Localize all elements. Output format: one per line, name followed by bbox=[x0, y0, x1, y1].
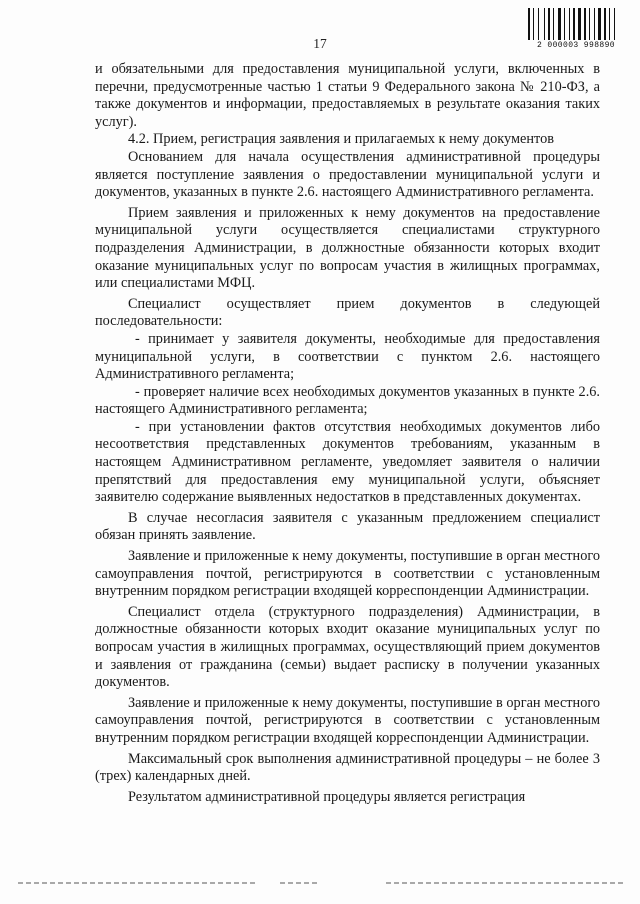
paragraph: Максимальный срок выполнения административной процедуры – не более 3 (трех) календарных дней. bbox=[95, 750, 600, 785]
barcode-digits: 2 000003 998890 bbox=[536, 41, 615, 50]
section-heading: 4.2. Прием, регистрация заявления и прилагаемых к нему документов bbox=[128, 131, 554, 148]
paragraph: В случае несогласия заявителя с указанным предложением специалист обязан принять заявление. bbox=[95, 509, 600, 544]
list-item: - принимает у заявителя документы, необходимые для предоставления муниципальной услуги, в соответствии с пунктом 2.6. настоящего Административного регламента; bbox=[95, 330, 600, 383]
paragraph: Прием заявления и приложенных к нему документов на предоставление муниципальной услуги осуществляется специалистами структурного подразделения Администрации, в должностные обязанности которых входит оказание муниципальных услуг по вопросам участия в жилищных программах, или специалистами МФЦ. bbox=[95, 204, 600, 292]
list-item: - при установлении фактов отсутствия необходимых документов либо несоответствия представленных документов требованиям, указанным в настоящем Административном регламенте, уведомляет заявителя о наличии препятствий для предоставления ему муниципальной услуги, объясняет заявителю содержание выявленных недостатков в представленных документах. bbox=[95, 418, 600, 506]
list-item: - проверяет наличие всех необходимых документов указанных в пункте 2.6. настоящего Административного регламента; bbox=[95, 383, 600, 418]
paragraph: Заявление и приложенные к нему документы, поступившие в орган местного самоуправления почтой, регистрируются в соответствии с установленным внутренним порядком регистрации входящей корреспонденции Администрации. bbox=[95, 548, 600, 600]
page-number: 17 bbox=[313, 36, 327, 51]
paragraph: Результатом административной процедуры является регистрация bbox=[128, 788, 526, 805]
paragraph: Основанием для начала осуществления административной процедуры является поступление заявления о предоставлении муниципальной услуги и документов, указанных в пункте 2.6. настоящего Административного регламента. bbox=[95, 148, 600, 201]
paragraph: и обязательными для предоставления муниципальной услуги, включенных в перечни, предусмотренные частью 1 статьи 9 Федерального закона № 210-ФЗ, а также документов и информации, предоставляемых в результате оказания таких услуг). bbox=[95, 61, 600, 130]
paragraph: Специалист отдела (структурного подразделения) Администрации, в должностные обязанности которых входит оказание муниципальных услуг по вопросам участия в жилищных программах, осуществляющий прием документов и заявления от гражданина (семьи) выдает расписку в получении указанных документов. bbox=[95, 603, 600, 691]
document-body bbox=[95, 61, 600, 806]
footer-dashed-line bbox=[18, 882, 623, 884]
paragraph: Заявление и приложенные к нему документы, поступившие в орган местного самоуправления почтой, регистрируются в соответствии с установленным внутренним порядком регистрации входящей корреспонденции Администрации. bbox=[95, 694, 600, 746]
paragraph: Специалист осуществляет прием документов в следующей последовательности: bbox=[95, 295, 600, 330]
